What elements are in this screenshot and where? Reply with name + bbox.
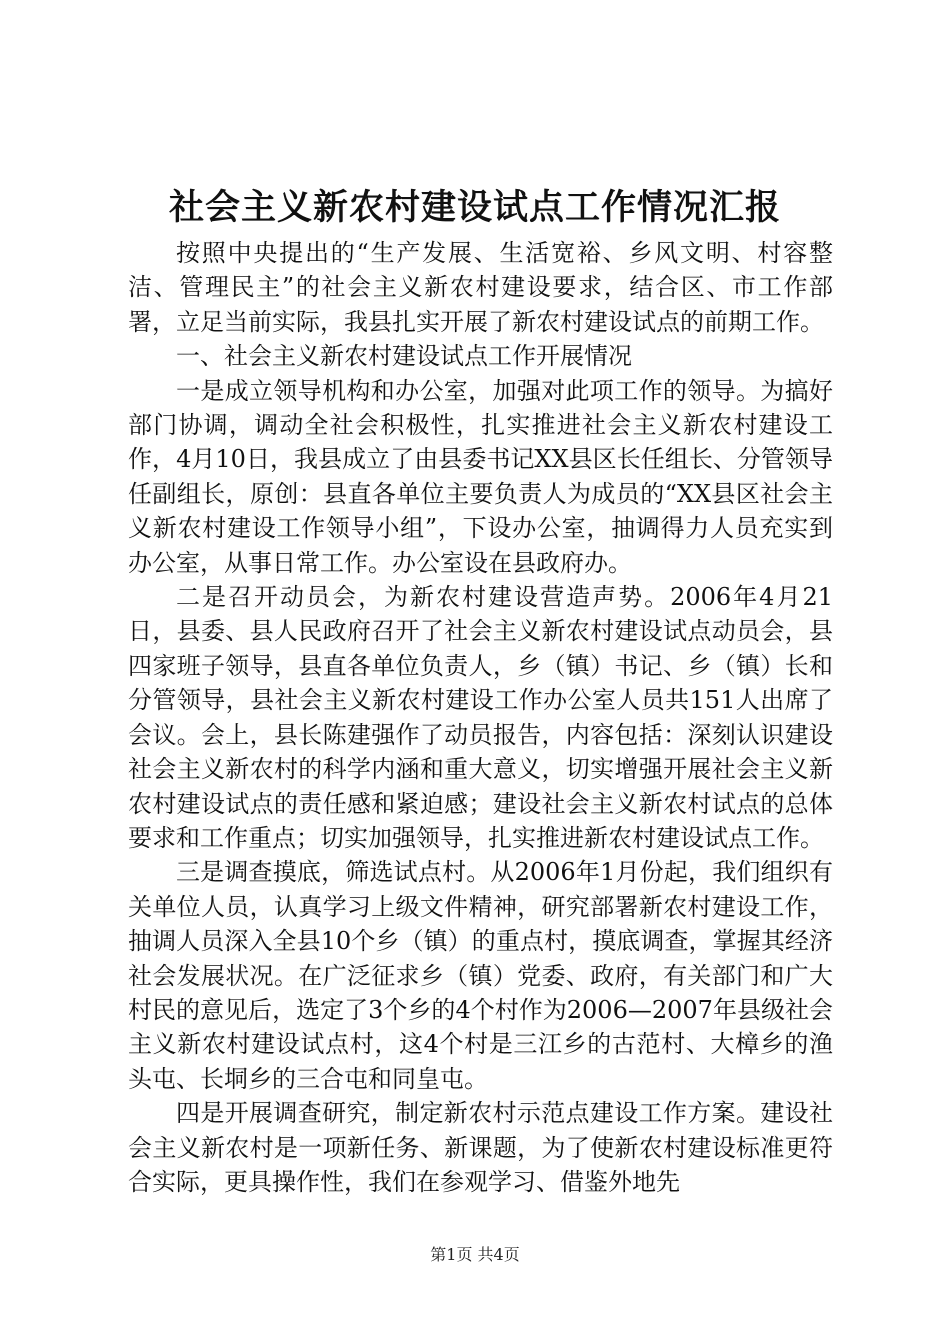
paragraph-item-4: 四是开展调查研究，制定新农村示范点建设工作方案。建设社会主义新农村是一项新任务、新课题，为了使新农村建设标准更符合实际，更具操作性，我们在参观学习、借鉴外地先 [128,1099,833,1196]
document-body [128,236,833,1199]
document-title: 社会主义新农村建设试点工作情况汇报 [168,187,781,228]
paragraph-intro: 按照中央提出的“生产发展、生活宽裕、乡风文明、村容整洁、管理民主”的社会主义新农村建设要求，结合区、市工作部署，立足当前实际，我县扎实开展了新农村建设试点的前期工作。 [128,239,833,336]
section-heading: 一、社会主义新农村建设试点工作开展情况 [176,342,632,371]
paragraph-item-2: 二是召开动员会，为新农村建设营造声势。2006年4月21日，县委、县人民政府召开了社会主义新农村建设试点动员会，县四家班子领导，县直各单位负责人，乡（镇）书记、乡（镇）长和分管领导，县社会主义新农村建设工作办公室人员共151人出席了会议。会上，县长陈建强作了动员报告，内容包括：深刻认识建设社会主义新农村的科学内涵和重大意义，切实增强开展社会主义新农村建设试点的责任感和紧迫感；建设社会主义新农村试点的总体要求和工作重点；切实加强领导，扎实推进新农村建设试点工作。 [128,583,833,852]
paragraph-item-3: 三是调查摸底，筛选试点村。从2006年1月份起，我们组织有关单位人员，认真学习上级文件精神，研究部署新农村建设工作，抽调人员深入全县10个乡（镇）的重点村，摸底调查，掌握其经济社会发展状况。在广泛征求乡（镇）党委、政府，有关部门和广大村民的意见后，选定了3个乡的4个村作为2006—2007年县级社会主义新农村建设试点村，这4个村是三江乡的古范村、大樟乡的渔头屯、长垌乡的三合屯和同皇屯。 [128,858,833,1093]
page-footer [0,1244,950,1266]
paragraph-item-1: 一是成立领导机构和办公室，加强对此项工作的领导。为搞好部门协调，调动全社会积极性，扎实推进社会主义新农村建设工作，4月10日，我县成立了由县委书记XX县区长任组长、分管领导任副组长，原创：县直各单位主要负责人为成员的“XX县区社会主义新农村建设工作领导小组”，下设办公室，抽调得力人员充实到办公室，从事日常工作。办公室设在县政府办。 [128,376,833,577]
page-number: 第1页 共4页 [430,1245,520,1264]
